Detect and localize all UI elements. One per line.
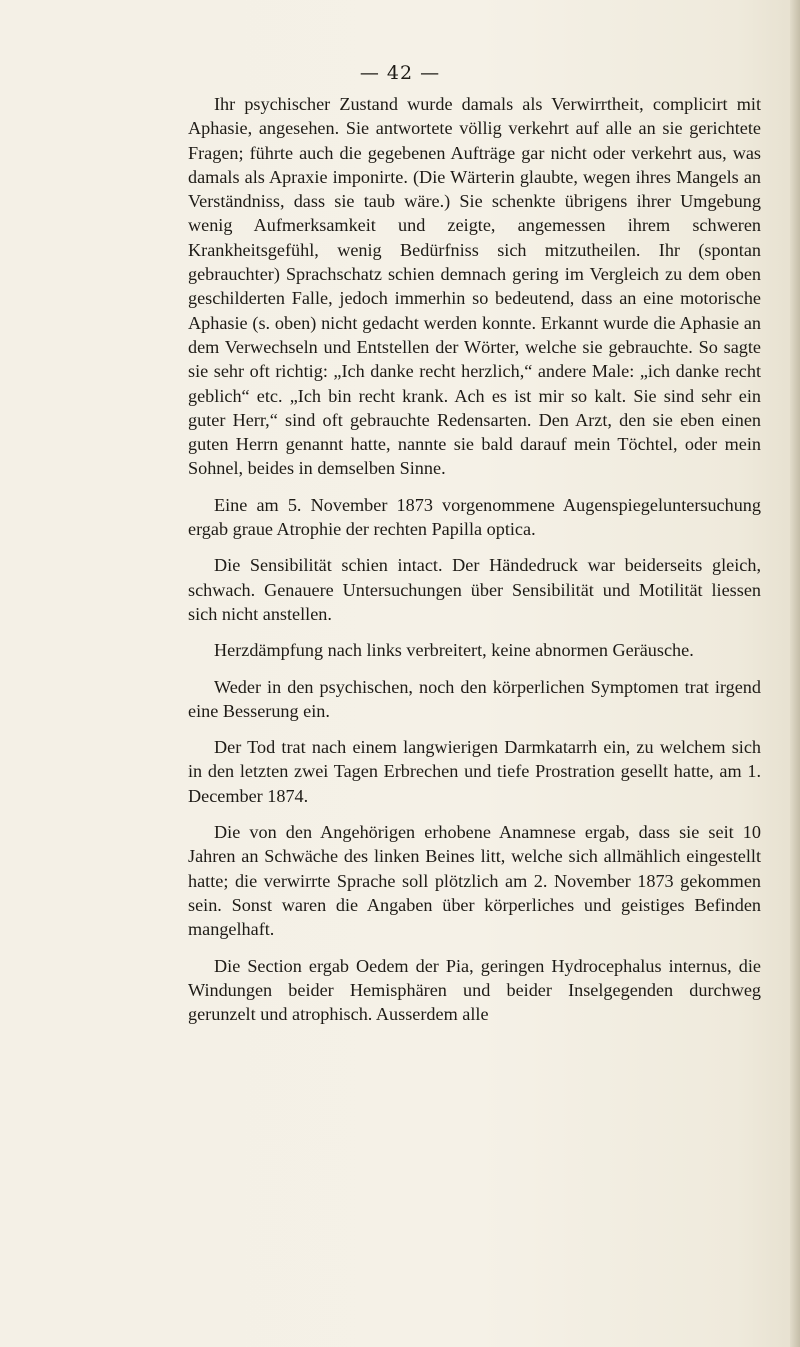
paragraph-psychischer-zustand: Ihr psychischer Zustand wurde damals als Verwirrtheit, complicirt mit Aphasie, angesehen. Sie antwortete völlig verkehrt auf alle an sie gerichtete Fragen; führte auch die gegebenen Aufträge gar nicht oder verkehrt aus, was damals als Apraxie imponirte. (Die Wärterin glaubte, wegen ihres Mangels an Verständniss, dass sie taub wäre.) Sie schenkte übrigens ihrer Umgebung wenig Aufmerksamkeit und zeigte, angemessen ihrem schweren Krankheitsgefühl, wenig Bedürfniss sich mitzutheilen. Ihr (spontan gebrauchter) Sprachschatz schien demnach gering im Vergleich zu dem oben geschilderten Falle, jedoch immerhin so bedeutend, dass an eine motorische Aphasie (s. oben) nicht gedacht werden konnte. Erkannt wurde die Aphasie an dem Verwechseln und Entstellen der Wörter, welche sie gebrauchte. So sagte sie sehr oft richtig: „Ich danke recht herzlich,“ andere Male: „ich danke recht geblich“ etc. „Ich bin recht krank. Ach es ist mir so kalt. Sie sind sehr ein guter Herr,“ sind oft gebrauchte Redensarten. Den Arzt, den sie eben einen guten Herrn genannt hatte, nannte sie bald darauf mein Töchtel, oder mein Sohnel, beides in demselben Sinne. (188, 94, 761, 479)
paragraph-section: Die Section ergab Oedem der Pia, geringen Hydrocephalus internus, die Windungen beider Hemisphären und beider Inselgegenden durchweg gerunzelt und atrophisch. Ausserdem alle (188, 955, 761, 1025)
paragraph-sensibilitaet: Die Sensibilität schien intact. Der Händedruck war beiderseits gleich, schwach. Genauere Untersuchungen über Sensibilität und Motilität liessen sich nicht anstellen. (188, 555, 761, 624)
paragraph-augenspiegel: Eine am 5. November 1873 vorgenommene Augenspiegeluntersuchung ergab graue Atrophie der rechten Papilla optica. (188, 494, 761, 540)
page-number: — 42 — (359, 62, 441, 84)
paragraph-herzdaempfung: Herzdämpfung nach links verbreitert, keine abnormen Geräusche. (214, 640, 694, 661)
paragraph-tod: Der Tod trat nach einem langwierigen Darmkatarrh ein, zu welchem sich in den letzten zwei Tagen Erbrechen und tiefe Prostration gesellt hatte, am 1. December 1874. (188, 737, 761, 806)
page-edge-shadow (790, 0, 800, 1347)
paragraph-anamnese: Die von den Angehörigen erhobene Anamnese ergab, dass sie seit 10 Jahren an Schwäche des linken Beines litt, welche sich allmählich eingestellt hatte; die verwirrte Sprache soll plötzlich am 2. November 1873 gekommen sein. Sonst waren die Angaben über körperliches und geistiges Befinden mangelhaft. (188, 822, 761, 940)
body-text (188, 92, 761, 1038)
paragraph-symptome: Weder in den psychischen, noch den körperlichen Symptomen trat irgend eine Besserung ein. (188, 676, 761, 721)
